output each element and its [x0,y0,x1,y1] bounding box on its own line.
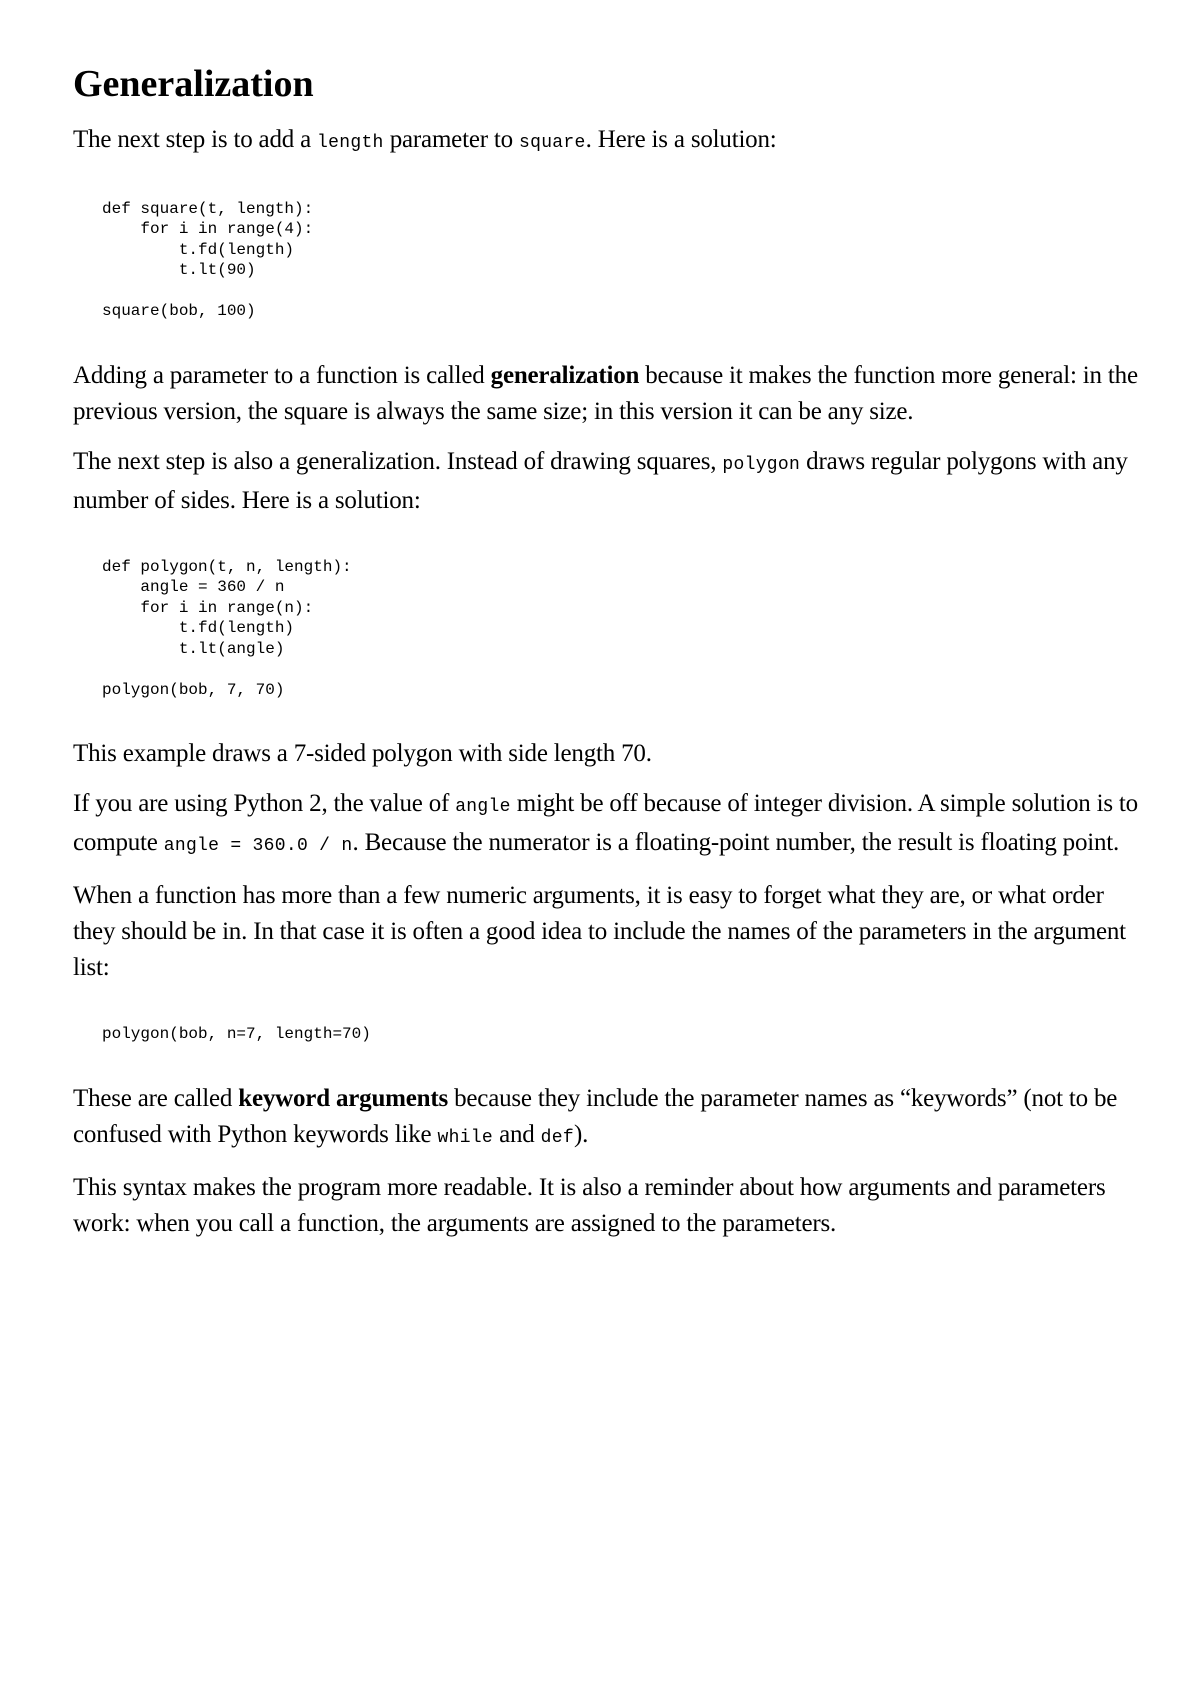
text: If you are using Python 2, the value of [73,790,456,818]
text: These are called [73,1084,239,1112]
document-page [73,62,1148,1256]
inline-code-length: length [317,132,384,153]
paragraph-polygon-intro [73,444,1148,519]
paragraph-arguments: When a function has more than a few numeric arguments, it is easy to forget what they are, or what order they should be in. In that case it is often a good idea to include the names of the parameters in the argument list: [73,882,1126,982]
section-title: Generalization [73,63,314,105]
inline-code-def: def [540,1127,574,1148]
text: ). [573,1120,589,1148]
text: and [493,1120,541,1148]
text: because they include the parameter names as “keywords” (not to be confused with Python keywords like [73,1084,1118,1148]
inline-code-polygon: polygon [722,454,801,475]
paragraph-example: This example draws a 7-sided polygon with side length 70. [73,740,652,768]
text: The next step is to add a [73,125,318,153]
inline-code-square: square [519,132,586,153]
text: . Here is a solution: [585,125,777,153]
code-block-keyword-call: polygon(bob, n=7, length=70) [102,1025,371,1044]
text: . Because the numerator is a floating-point number, the result is floating point. [352,829,1120,857]
text: The next step is also a generalization. Instead of drawing squares, [73,447,723,475]
paragraph-python2 [73,786,1148,864]
code-block-square: def square(t, length): for i in range(4): t.fd(length) t.lt(90) square(bob, 100) [102,199,314,321]
text: draws regular polygons with any number of sides. Here is a solution: [73,447,1128,514]
inline-code-angle: angle [455,797,511,818]
inline-code-while: while [437,1127,494,1148]
bold-term-generalization: generalization [490,361,640,389]
text: might be off because of integer division. A simple solution is to compute [73,790,1138,857]
inline-code-angle-expression: angle = 360.0 / n [163,836,353,857]
paragraph-generalization [73,358,1148,430]
text: because it makes the function more general: in the previous version, the square is always the same size; in this version it can be any size. [73,361,1138,425]
paragraph-syntax: This syntax makes the program more readable. It is also a reminder about how arguments and parameters work: when you call a function, the arguments are assigned to the parameters. [73,1173,1106,1237]
paragraph-intro [73,122,1148,161]
text: Adding a parameter to a function is called [73,361,491,389]
paragraph-keyword-arguments [73,1081,1148,1156]
bold-term-keyword-arguments: keyword arguments [238,1084,449,1112]
code-block-polygon: def polygon(t, n, length): angle = 360 / n for i in range(n): t.fd(length) t.lt(angle) polygon(bob, 7, 70) [102,557,352,699]
text: parameter to [383,125,519,153]
